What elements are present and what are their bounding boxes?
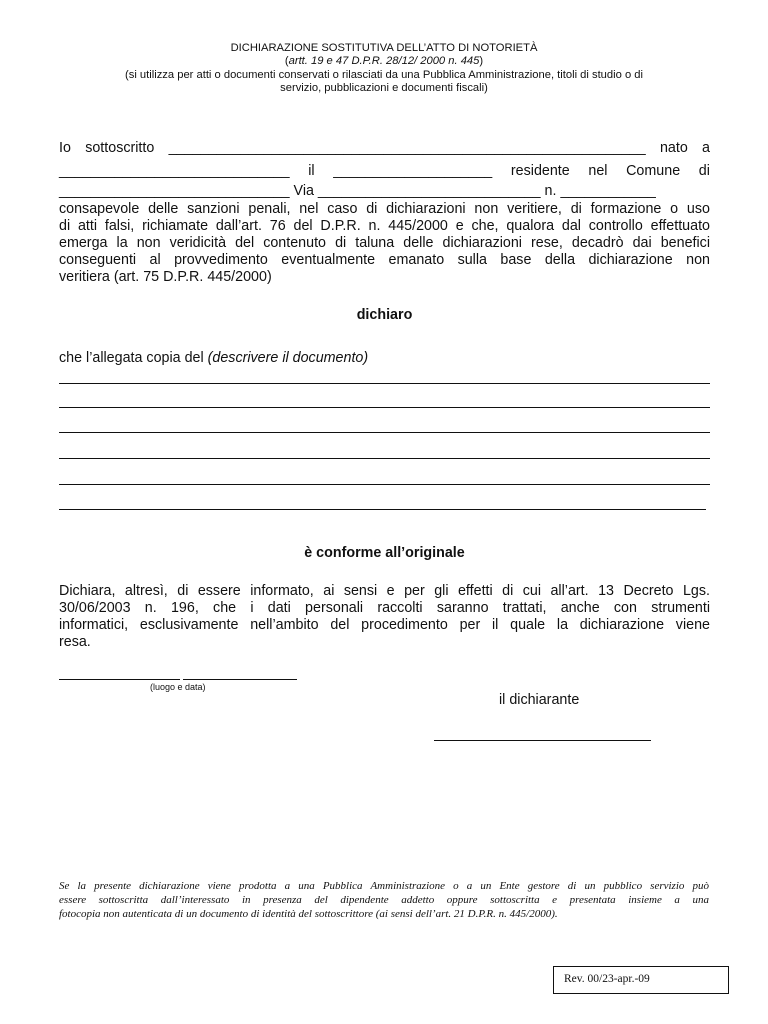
privacy-line-3: informatici, esclusivamente nell’ambito del procedimento per il quale la dichiarazione viene: [59, 617, 710, 633]
ref-text: artt. 19 e 47 D.P.R. 28/12/ 2000 n. 445: [288, 55, 480, 67]
declarant-line-address: _____________________________ Via ____________________________ n. ____________: [59, 183, 656, 199]
body-line-3: emerga la non veridicità del contenuto di taluna delle dichiarazioni rese, decadrò dai benefici: [59, 235, 710, 251]
description-blank-1: [59, 382, 710, 384]
birthdate-blank: ____________________: [333, 163, 493, 179]
ref-open: (: [284, 55, 289, 67]
description-blank-4: [59, 457, 710, 459]
declarant-line-birth: [59, 163, 710, 180]
usage-note-line1: (si utilizza per atti o documenti conservati o rilasciati da una Pubblica Amministrazione, titoli di studio o di: [125, 69, 643, 81]
document-title: DICHIARAZIONE SOSTITUTIVA DELL’ATTO DI NOTORIETÀ: [230, 42, 538, 54]
privacy-line-4: resa.: [59, 634, 91, 650]
word-di: di: [698, 163, 710, 179]
revision-box: Rev. 00/23-apr.-09: [553, 966, 729, 994]
declarant-label: il dichiarante: [499, 692, 580, 708]
word-comune: Comune: [626, 163, 681, 179]
body-line-4: conseguenti al provvedimento eventualmente emanato sulla base della dichiarazione non: [59, 252, 710, 268]
word-il: il: [308, 163, 315, 179]
place-blank: [59, 679, 180, 680]
signature-blank: [434, 740, 651, 741]
privacy-line-2: 30/06/2003 n. 196, che i dati personali raccolti saranno trattati, anche con strumenti: [59, 600, 710, 616]
word-nel: nel: [588, 163, 608, 179]
copy-prefix: che l’allegata copia del: [59, 350, 208, 366]
dichiaro-heading: dichiaro: [356, 307, 413, 323]
place-date-label: (luogo e data): [150, 682, 206, 692]
body-line-1: consapevole delle sanzioni penali, nel caso di dichiarazioni non veritiere, di formazione o uso: [59, 201, 710, 217]
description-blank-3: [59, 431, 710, 433]
conforme-heading: è conforme all’originale: [304, 545, 465, 561]
usage-note: [60, 69, 708, 95]
description-blank-5: [59, 483, 710, 485]
body-line-5: veritiera (art. 75 D.P.R. 445/2000): [59, 269, 272, 285]
date-blank: [183, 679, 297, 680]
word-residente: residente: [510, 163, 570, 179]
ref-close: ): [479, 55, 484, 67]
birthplace-blank: _____________________________: [59, 163, 290, 179]
declarant-line-name: Io sottoscritto ____________________________________________________________ nato a: [59, 140, 710, 156]
usage-note-line2: servizio, pubblicazioni e documenti fiscali): [280, 82, 488, 94]
description-blank-2: [59, 406, 710, 408]
description-blank-6: [59, 508, 706, 510]
body-line-2: di atti falsi, richiamate dall’art. 76 del D.P.R. n. 445/2000 e che, qualora dal controllo effettuato: [59, 218, 710, 234]
legal-reference: [60, 55, 708, 68]
footer-note-line-1: Se la presente dichiarazione viene prodotta a una Pubblica Amministrazione o a un Ente gestore di un pubblico servizio può: [59, 880, 709, 892]
copy-hint: (descrivere il documento): [207, 350, 369, 366]
footer-note-line-2: essere sottoscritta dall’interessato in presenza del dipendente addetto oppure sottoscritta e presentata insieme a una: [59, 894, 709, 906]
privacy-line-1: Dichiara, altresì, di essere informato, ai sensi e per gli effetti di cui all’art. 13 Decreto Lgs.: [59, 583, 710, 599]
footer-note-line-3: fotocopia non autenticata di un documento di identità del sottoscrittore (ai sensi dell’art. 21 D.P.R. n. 445/2000).: [59, 908, 558, 920]
copy-description-label: [59, 350, 710, 367]
